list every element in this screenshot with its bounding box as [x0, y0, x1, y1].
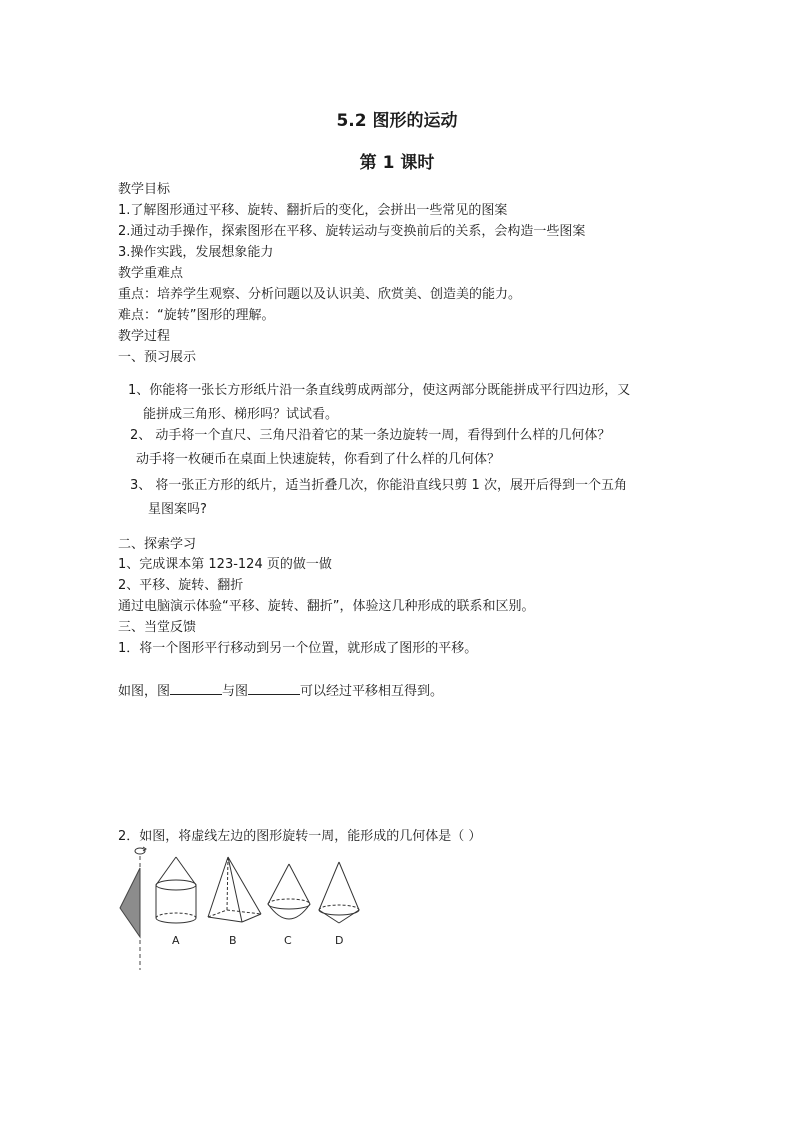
goal-item: 3.操作实践，发展想象能力 — [118, 245, 274, 260]
fill-text-b: 与图 — [222, 684, 249, 699]
feedback-q1: 1．将一个图形平行移动到另一个位置，就形成了图形的平移。 — [118, 641, 478, 656]
option-c-label: C — [284, 934, 292, 947]
fill-text-c: 可以经过平移相互得到。 — [300, 684, 444, 699]
preview-q1-line1: 1、你能将一张长方形纸片沿一条直线剪成两部分，使这两部分既能拼成平行四边形，又 — [128, 383, 631, 398]
option-c-figure — [268, 864, 310, 919]
preview-q2-line1: 2、 动手将一个直尺、三角尺沿着它的某一条边旋转一周，看得到什么样的几何体？ — [130, 428, 611, 443]
feedback-heading: 三、当堂反馈 — [118, 620, 197, 635]
preview-q3-line2: 星图案吗? — [148, 502, 207, 517]
page-title: 5.2 图形的运动 — [336, 111, 458, 131]
option-a-label: A — [172, 934, 180, 947]
preview-q2-line2: 动手将一枚硬币在桌面上快速旋转，你看到了什么样的几何体？ — [136, 452, 501, 467]
answer-blank-2[interactable] — [248, 683, 300, 695]
rotation-arrow-icon — [135, 847, 146, 854]
option-b-figure — [208, 857, 261, 922]
geometry-figure — [110, 840, 470, 975]
goal-item: 2.通过动手操作，探索图形在平移、旋转运动与变换前后的关系，会构造一些图案 — [118, 224, 586, 239]
explore-item: 2、平移、旋转、翻折 — [118, 578, 244, 593]
preview-q1-line2: 能拼成三角形、梯形吗？试试看。 — [143, 407, 339, 422]
option-d-figure — [319, 862, 359, 923]
option-a-figure — [156, 857, 196, 923]
difficult-point: 难点：“旋转”图形的理解。 — [118, 308, 275, 323]
feedback-q2: 2．如图，将虚线左边的图形旋转一周，能形成的几何体是（ ） — [118, 829, 482, 844]
fill-text-a: 如图，图 — [118, 684, 171, 699]
page-subtitle: 第 1 课时 — [359, 153, 435, 173]
preview-q3-line1: 3、 将一张正方形的纸片，适当折叠几次，你能沿直线只剪 1 次，展开后得到一个五角 — [130, 478, 627, 493]
answer-blank-1[interactable] — [170, 683, 222, 695]
goals-heading: 教学目标 — [118, 182, 171, 197]
key-heading: 教学重难点 — [118, 266, 184, 281]
option-d-label: D — [335, 934, 344, 947]
explore-item: 1、完成课本第 123-124 页的做一做 — [118, 557, 332, 572]
goal-item: 1.了解图形通过平移、旋转、翻折后的变化，会拼出一些常见的图案 — [118, 203, 508, 218]
feedback-q1-fill — [118, 683, 443, 700]
explore-item: 通过电脑演示体验“平移、旋转、翻折”，体验这几种形成的联系和区别。 — [118, 599, 535, 614]
option-b-label: B — [229, 934, 237, 947]
shaded-triangle — [120, 868, 140, 937]
explore-heading: 二、探索学习 — [118, 537, 197, 552]
key-point: 重点：培养学生观察、分析问题以及认识美、欣赏美、创造美的能力。 — [118, 287, 522, 302]
preview-heading: 一、预习展示 — [118, 350, 197, 365]
process-heading: 教学过程 — [118, 329, 171, 344]
